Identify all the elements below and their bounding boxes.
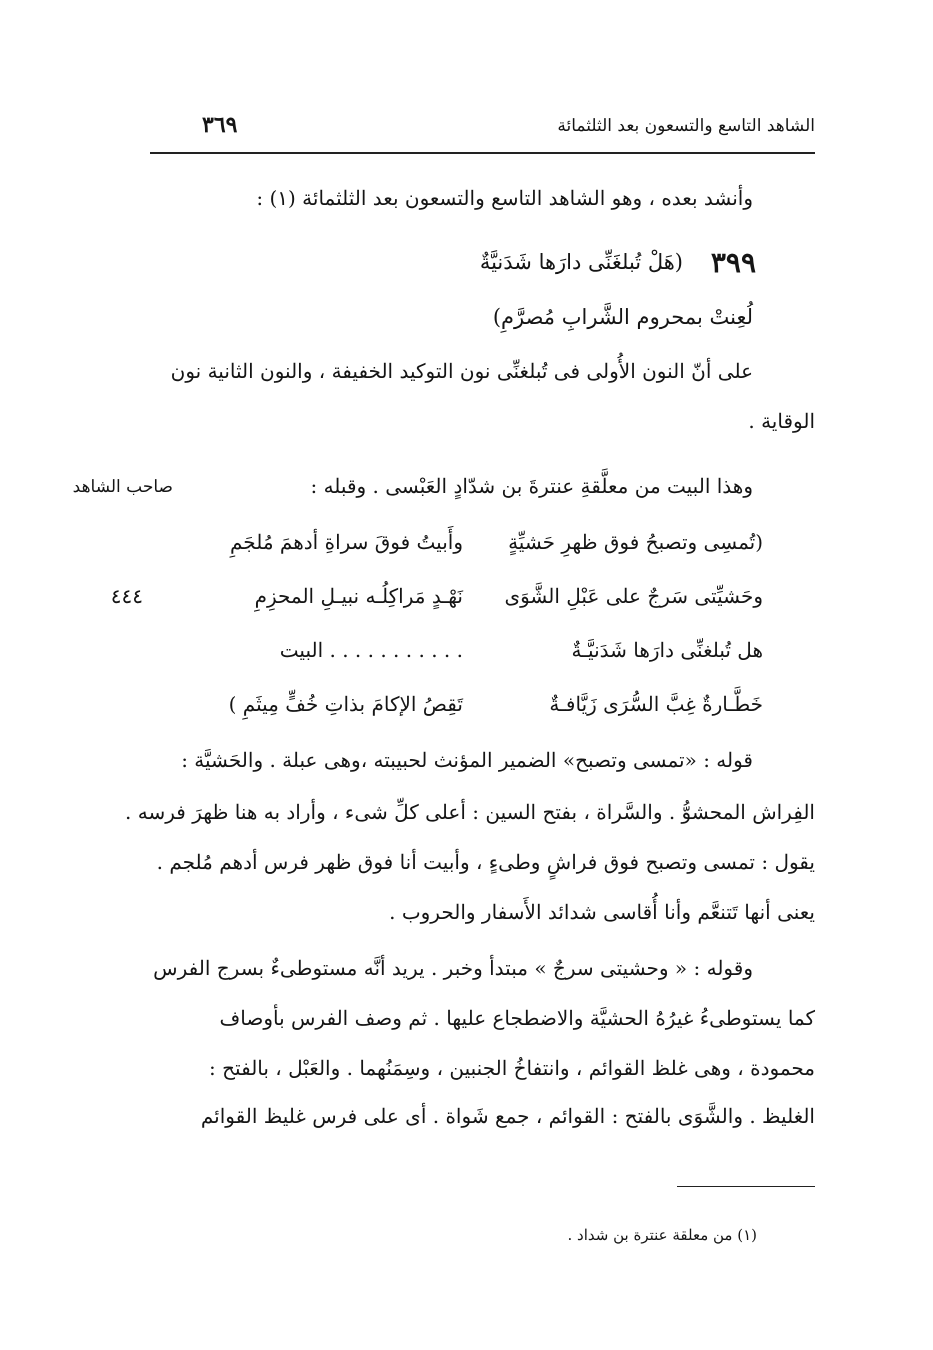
verse-2-left: نَهْـدٍ مَراكِلُـه نبيـلِ المحزِمِ <box>254 584 463 608</box>
footnote-rule <box>677 1186 815 1187</box>
paragraph-2: وهذا البيت من معلَّقةِ عنترةَ بن شدّادٍ العَبْسى . وقبله : <box>310 474 753 498</box>
commentary-2-line-3: محمودة ، وهى غلظ القوائم ، وانتفاخُ الجنبين ، وسِمَنُهما . والعَبْل ، بالفتح : <box>209 1056 815 1080</box>
commentary-2-line-2: كما يستوطىءُ غيرُهُ الحشيَّة والاضطجاع عليها . ثم وصف الفرس بأوصاف <box>219 1006 815 1030</box>
commentary-2-line-1: وقوله : « وحشيتى سرجٌ » مبتدأ وخبر . يريد أنَّه مستوطىءٌ بسرج الفرس <box>153 956 753 980</box>
page-number: ٣٦٩ <box>202 112 238 138</box>
running-title: الشاهد التاسع والتسعون بعد الثلثمائة <box>557 116 815 136</box>
verse-1-left: وأَبيتُ فوقَ سراةِ أدهمَ مُلجَمِ <box>230 530 463 554</box>
intro-line: وأنشد بعده ، وهو الشاهد التاسع والتسعون بعد الثلثمائة (١) : <box>256 186 753 210</box>
header-rule <box>150 152 815 154</box>
poem-verse-1: (هَلْ تُبلغَنِّى دارَها شَدَنيَّةٌ <box>479 250 683 274</box>
paragraph-1-line-2: الوقاية . <box>748 409 815 433</box>
margin-note: صاحب الشاهد <box>72 477 173 497</box>
verse-4-left: تَقِصُ الإكامَ بذاتِ خُفٍّ مِيثَمِ ) <box>228 692 463 716</box>
commentary-1-line-3: يقول : تمسى وتصبح فوق فراشٍ وطىءٍ ، وأبيت أنا فوق ظهر فرس أدهم مُلجم . <box>156 850 815 874</box>
verse-3-right: هل تُبلغنِّى دارَها شَدَنيَّـةٌ <box>571 638 763 662</box>
poem-verse-2: لُعِنتْ بمحروم الشَّرابِ مُصرَّمِ) <box>492 305 753 329</box>
poem-number: ٣٩٩ <box>710 246 756 279</box>
reference-number: ٤٤٤ <box>110 584 143 608</box>
commentary-2-line-4: الغليظ . والشَّوَى بالفتح : القوائم ، جمع شَواة . أى على فرس غليظ القوائم <box>200 1104 815 1128</box>
commentary-1-line-4: يعنى أنها تَتنعَّم وأنا أُقاسى شدائد الأَسفار والحروب . <box>389 900 815 924</box>
commentary-1-line-2: الفِراش المحشوُّ . والسَّراة ، بفتح السين : أعلى كلِّ شىء ، وأراد به هنا ظهرَ فرسه . <box>125 800 815 824</box>
paragraph-1-line-1: على أنّ النون الأُولى فى تُبلغنِّى نون التوكيد الخفيفة ، والنون الثانية نون <box>170 359 753 383</box>
verse-3-left: . . . . . . . . . . . البيت <box>279 638 463 662</box>
verse-4-right: خَطَّـارةٌ غِبَّ السُّرَى زَيَّافـةٌ <box>549 692 763 716</box>
verse-2-right: وحَشيِّتى سَرجٌ على عَبْلِ الشَّوَى <box>504 584 763 608</box>
page-header <box>150 112 815 148</box>
verse-1-right: (تُمسِى وتصبحُ فوق ظهرِ حَشيِّةٍ <box>508 530 763 554</box>
footnote: (١) من معلقة عنترة بن شداد . <box>567 1226 757 1244</box>
commentary-1-line-1: قوله : «تمسى وتصبح» الضمير المؤنث لحبيبته ،وهى عبلة . والحَشيَّة : <box>181 748 753 772</box>
